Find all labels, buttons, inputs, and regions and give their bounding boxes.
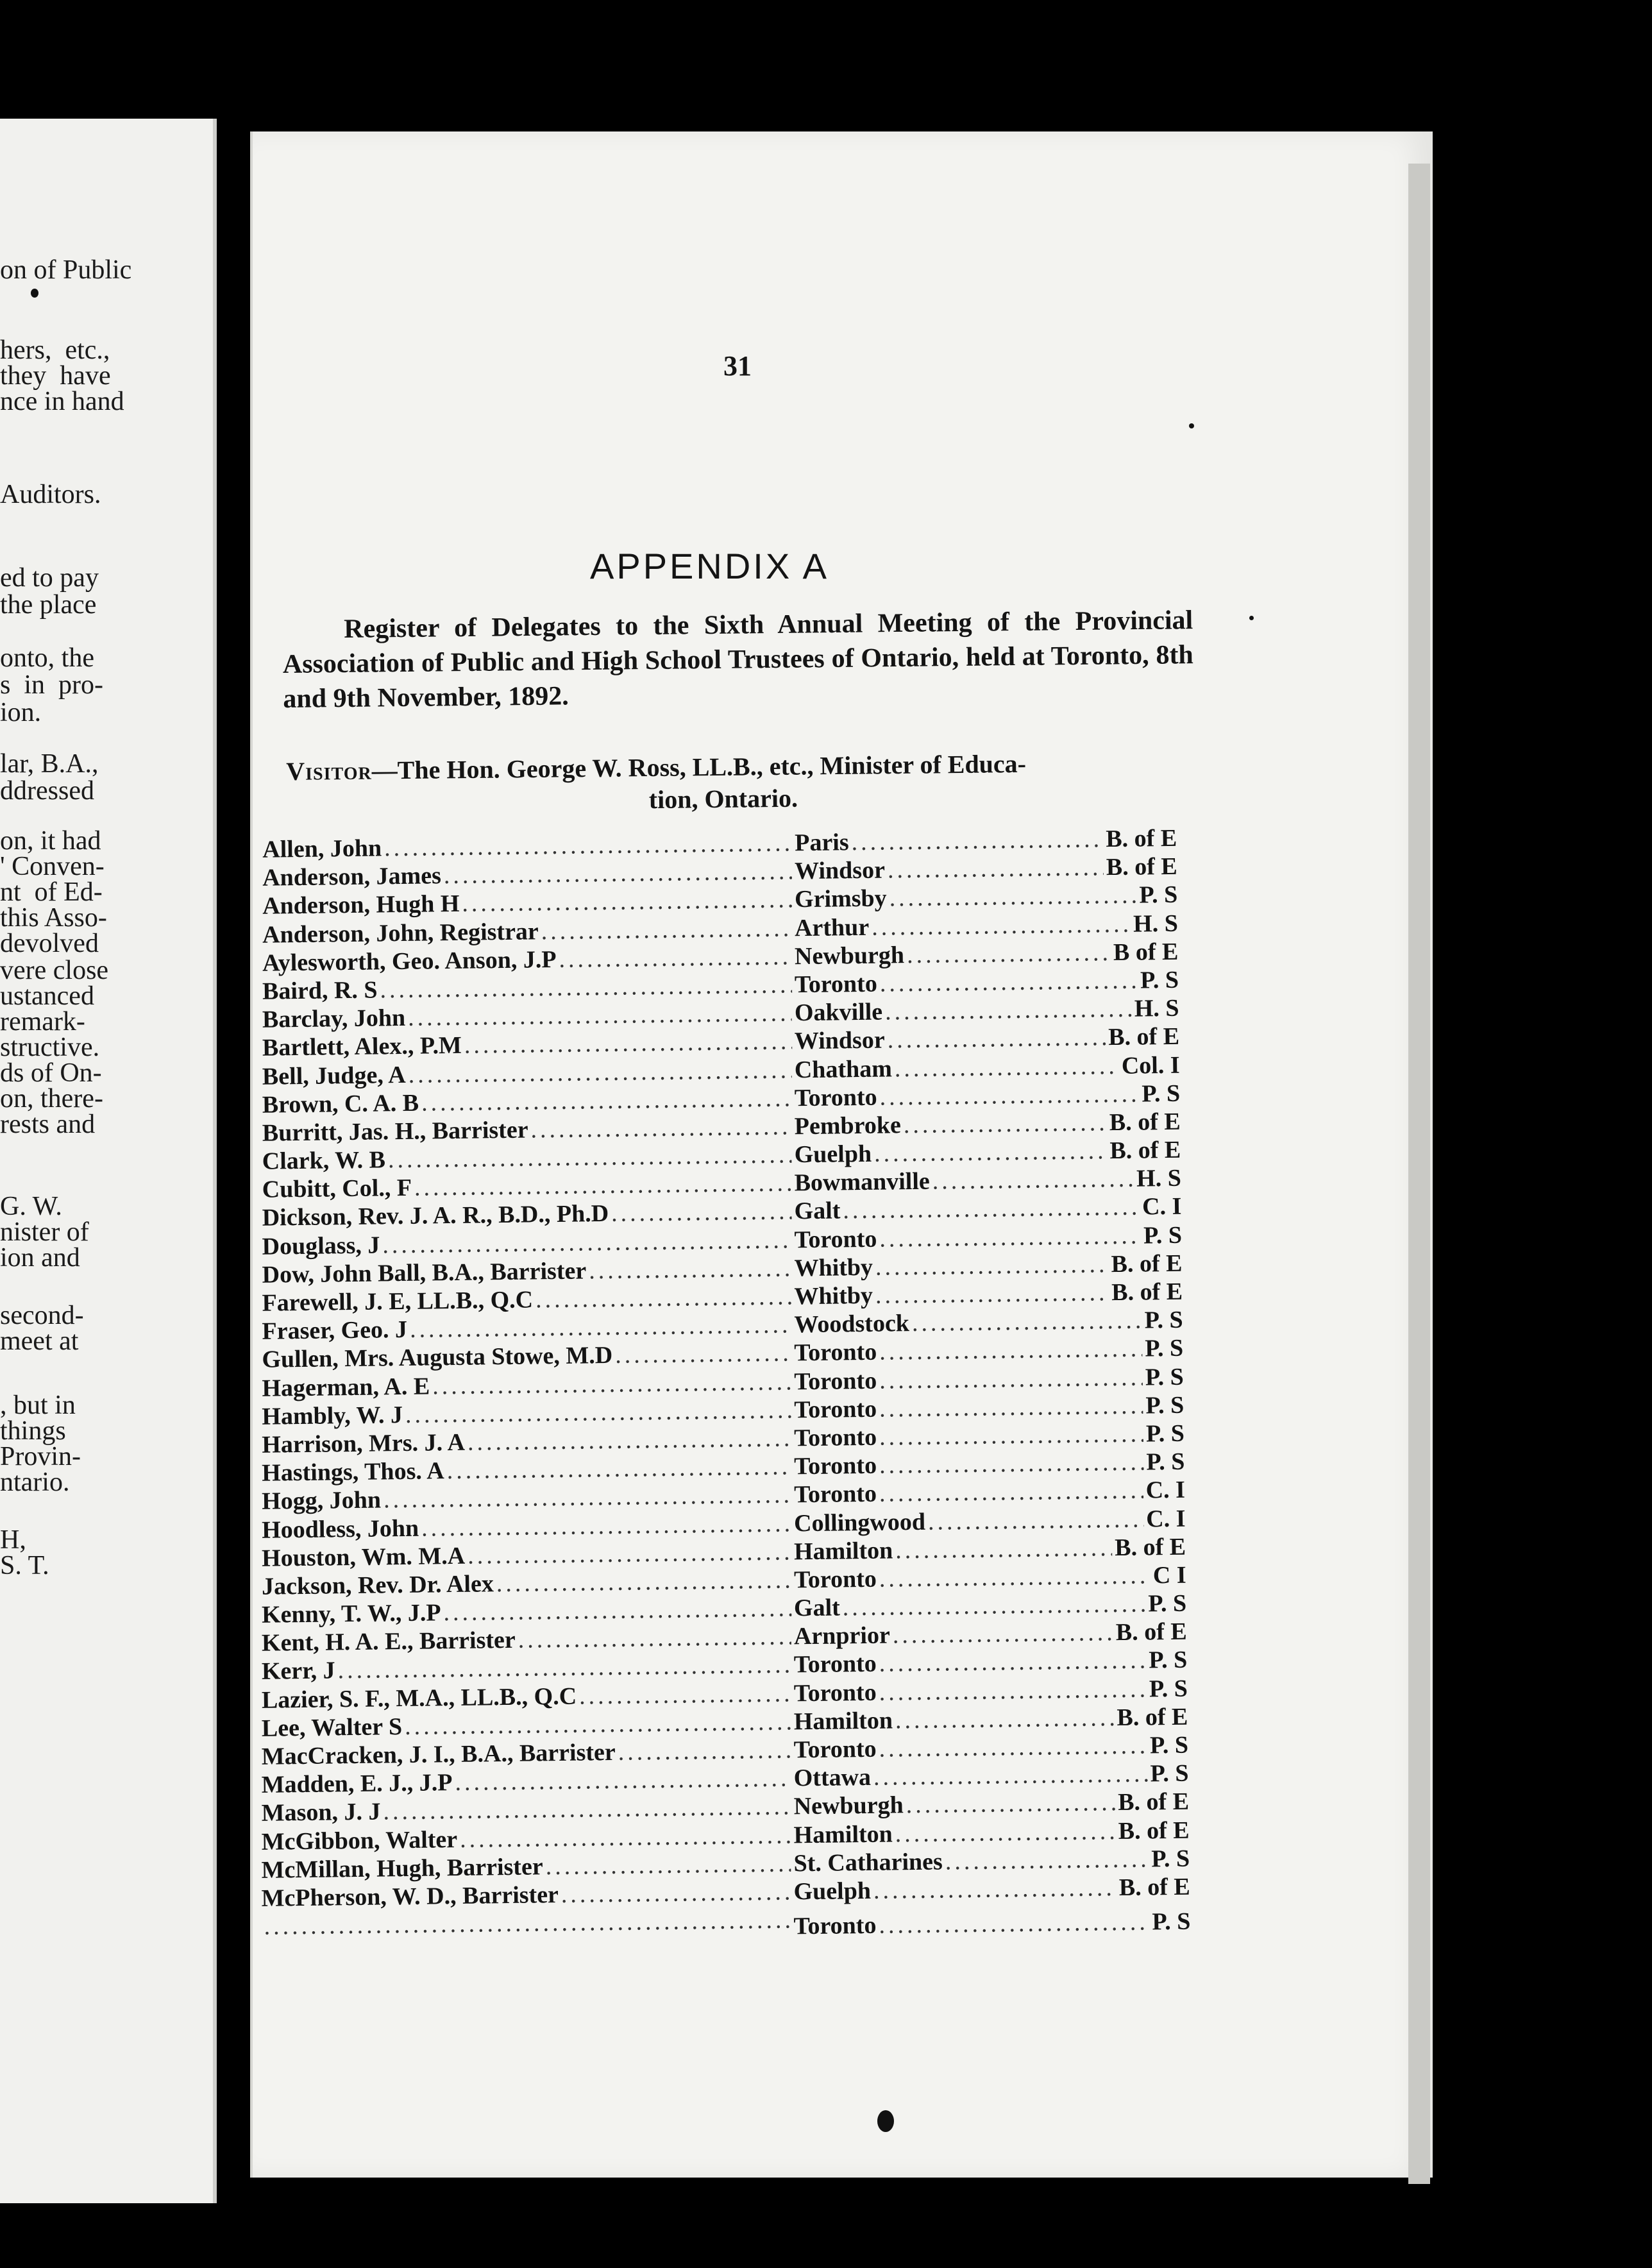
delegate-board: P. S (1152, 1908, 1191, 1936)
delegate-name: Bartlett, Alex., P.M (262, 1032, 462, 1062)
delegate-name: Hoodless, John (261, 1514, 419, 1544)
leader-dots (873, 1874, 1117, 1905)
leader-dots (541, 914, 793, 945)
leader-dots (460, 1821, 791, 1853)
delegate-name: Dickson, Rev. J. A. R., B.D., Ph.D (262, 1200, 609, 1232)
delegate-name: Bell, Judge, A (262, 1061, 406, 1090)
scan-speck (1249, 616, 1254, 620)
leader-dots (872, 910, 1131, 941)
delegate-place: Grimsby (794, 884, 887, 913)
left-page-text-fragment: lar, B.A., (0, 749, 99, 779)
delegate-board: P. S (1149, 1675, 1188, 1703)
left-page-text-fragment: ion. (0, 698, 42, 727)
delegate-board: B. of E (1109, 1108, 1181, 1137)
leader-dots (887, 1024, 1106, 1054)
delegate-place: Guelph (793, 1877, 872, 1906)
leader-dots (879, 1079, 1139, 1111)
delegate-board: P. S (1142, 1079, 1181, 1108)
delegate-name: Cubitt, Col., F (262, 1174, 412, 1203)
leader-dots (879, 1675, 1147, 1706)
delegate-board: P. S (1149, 1646, 1188, 1674)
left-page-text-fragment: s in pro- (0, 670, 103, 700)
delegate-board: H. S (1136, 1164, 1182, 1192)
leader-dots (912, 1307, 1142, 1338)
delegate-place: St. Catharines (793, 1848, 943, 1877)
leader-dots (380, 970, 792, 1004)
leader-dots (464, 1028, 793, 1060)
delegate-place: Toronto (794, 1083, 877, 1112)
leader-dots (545, 1849, 791, 1881)
delegate-place: Newburgh (793, 1791, 904, 1820)
delegate-board: P. S (1145, 1335, 1184, 1362)
leader-dots (559, 942, 792, 974)
leader-dots (895, 1051, 1120, 1082)
leader-dots (496, 1566, 792, 1598)
left-page-text-fragment: G. W. (0, 1192, 62, 1221)
delegate-place: Toronto (794, 1367, 877, 1395)
delegate-name: Anderson, John, Registrar (262, 917, 539, 949)
left-page-text-fragment: Provin- (0, 1442, 81, 1471)
left-page-text-fragment: ddressed (0, 776, 94, 806)
delegate-name: Houston, Wm. M.A (261, 1542, 466, 1572)
delegate-board: B. of E (1118, 1873, 1190, 1901)
left-page-text-fragment: this Asso- (0, 903, 107, 933)
leader-dots (618, 1736, 791, 1766)
delegate-place: Toronto (793, 1451, 877, 1480)
leader-dots (468, 1424, 792, 1456)
left-page-text-fragment: nce in hand (0, 387, 124, 416)
delegate-place: Toronto (793, 1679, 877, 1707)
leader-dots (879, 1448, 1144, 1480)
left-page-text-fragment: things (0, 1416, 66, 1446)
delegate-board: P. S (1145, 1363, 1184, 1391)
delegate-name: McMillan, Hugh, Barrister (261, 1853, 543, 1884)
delegate-place: Windsor (794, 1026, 885, 1055)
delegate-place: Windsor (794, 856, 886, 885)
delegate-board: P. S (1140, 966, 1179, 994)
left-page-text-fragment: ds of On- (0, 1058, 102, 1088)
delegate-board: B. of E (1111, 1278, 1183, 1307)
left-page-text-fragment: vere close (0, 956, 109, 985)
leader-dots (421, 1509, 792, 1542)
leader-dots (879, 1391, 1143, 1423)
delegate-name: Kerr, J (261, 1657, 335, 1686)
delegate-name: Douglass, J (262, 1231, 380, 1260)
delegate-place: Toronto (794, 970, 878, 999)
delegate-place: Toronto (793, 1911, 877, 1940)
leader-dots (408, 999, 792, 1032)
left-page-text-fragment: S. T. (0, 1551, 49, 1580)
leader-dots (579, 1679, 791, 1710)
delegate-name: Hambly, W. J (262, 1401, 403, 1430)
delegate-board: B. of E (1115, 1618, 1187, 1646)
delegate-place: Whitby (794, 1282, 873, 1310)
leader-dots (468, 1537, 791, 1570)
delegate-board: B. of E (1111, 1249, 1183, 1278)
leader-dots (880, 967, 1138, 998)
leader-dots (615, 1339, 792, 1369)
delegate-name: Kenny, T. W., J.P (261, 1599, 441, 1629)
delegate-name: Farewell, J. E, LL.B., Q.C (262, 1286, 534, 1317)
left-page-text-fragment: second- (0, 1301, 84, 1330)
left-page-text-fragment: on of Public (0, 255, 132, 285)
leader-dots (879, 1561, 1151, 1593)
leader-dots (432, 1367, 792, 1400)
delegate-name: Allen, John (262, 834, 382, 863)
delegate-board: B. of E (1106, 824, 1177, 853)
left-page-text-fragment: ' Conven- (0, 852, 105, 881)
delegate-name: Harrison, Mrs. J. A (262, 1428, 466, 1459)
delegate-name: Hogg, John (261, 1486, 382, 1516)
left-page-text-fragment: Auditors. (0, 480, 101, 509)
delegate-name: Hagerman, A. E (262, 1373, 430, 1402)
delegate-place: Galt (794, 1197, 841, 1225)
leader-dots (928, 1505, 1144, 1536)
delegate-place: Toronto (794, 1395, 877, 1424)
visitor-entry (286, 746, 1191, 820)
leader-dots (446, 1453, 791, 1485)
delegate-name: Anderson, James (262, 862, 442, 892)
delegate-place: Galt (793, 1594, 841, 1622)
delegate-name: Mason, J. J (261, 1798, 381, 1827)
leader-dots (382, 1226, 792, 1259)
delegate-place: Oakville (794, 998, 883, 1027)
leader-dots (893, 1618, 1114, 1649)
delegate-name: Fraser, Geo. J (262, 1316, 408, 1345)
delegate-place: Collingwood (793, 1508, 926, 1537)
left-page-text-fragment: devolved (0, 929, 99, 958)
leader-dots (879, 1363, 1143, 1394)
delegate-board: P. S (1145, 1419, 1185, 1448)
leader-dots (889, 881, 1136, 913)
leader-dots (421, 1084, 792, 1117)
scan-speck (877, 2110, 894, 2132)
leader-dots (444, 858, 793, 890)
leader-dots (904, 1108, 1108, 1139)
delegate-name: Baird, R. S (262, 976, 378, 1005)
delegate-name: Madden, E. J., J.P (261, 1769, 453, 1799)
left-page-text-fragment: ntario. (0, 1468, 70, 1497)
page-edge (1408, 164, 1430, 2184)
visitor-text-line2: tion, Ontario. (648, 783, 798, 815)
delegate-name: McGibbon, Walter (261, 1825, 458, 1856)
leader-dots (945, 1845, 1149, 1875)
leader-dots (875, 1250, 1109, 1282)
delegate-board: H. S (1134, 994, 1179, 1022)
left-page-text-fragment: on, there- (0, 1084, 103, 1113)
leader-dots (410, 1311, 792, 1344)
leader-dots (879, 1335, 1143, 1366)
scan-speck (1189, 423, 1194, 428)
delegate-board: P. S (1146, 1448, 1185, 1476)
leader-dots (842, 1590, 1145, 1622)
delegate-place: Ottawa (793, 1764, 872, 1792)
leader-dots (879, 1477, 1143, 1508)
delegate-place: Toronto (793, 1565, 877, 1594)
delegate-board: Col. I (1121, 1051, 1180, 1079)
delegate-name: Aylesworth, Geo. Anson, J.P (262, 945, 557, 977)
left-page-text-fragment: rests and (0, 1110, 96, 1139)
delegate-name: Burritt, Jas. H., Barrister (262, 1116, 528, 1147)
delegate-place: Paris (794, 829, 849, 857)
delegate-name: Dow, John Ball, B.A., Barrister (262, 1257, 587, 1289)
delegate-place: Arnprior (793, 1621, 891, 1650)
page-number: 31 (723, 350, 752, 382)
left-page-text-fragment: they have (0, 361, 111, 391)
delegate-board: P. S (1144, 1306, 1183, 1334)
delegate-board: P. S (1145, 1391, 1184, 1419)
delegate-board: P. S (1148, 1589, 1187, 1618)
leader-dots (895, 1817, 1116, 1848)
left-page-text-fragment: hers, etc., (0, 335, 110, 365)
delegate-place: Hamilton (793, 1820, 893, 1849)
left-page-text-fragment: ion and (0, 1243, 80, 1273)
delegate-board: P. S (1143, 1221, 1183, 1249)
left-page-text-fragment: on, it had (0, 826, 101, 856)
leader-dots (535, 1282, 792, 1314)
delegate-board: C. I (1142, 1193, 1182, 1221)
leader-dots (895, 1704, 1115, 1734)
delegate-place: Arthur (794, 913, 870, 942)
delegate-name (261, 1913, 262, 1941)
delegate-name: McPherson, W. D., Barrister (261, 1881, 559, 1912)
leader-dots (888, 853, 1104, 884)
facing-page-left (0, 119, 217, 2203)
left-page-text-fragment: the place (0, 590, 97, 620)
appendix-title: APPENDIX A (590, 546, 830, 586)
delegate-place: Toronto (793, 1480, 877, 1509)
delegate-board: P. S (1139, 881, 1178, 909)
delegate-place: Bowmanville (794, 1167, 931, 1197)
delegate-place: Hamilton (793, 1707, 893, 1736)
leader-dots (518, 1623, 791, 1654)
leader-dots (530, 1112, 792, 1144)
leader-dots (907, 938, 1111, 969)
left-page-text-fragment: nister of (0, 1217, 89, 1247)
delegate-board: B. of E (1109, 1136, 1181, 1165)
delegate-name: Barclay, John (262, 1004, 406, 1033)
visitor-label: Visitor (286, 756, 372, 786)
left-page-text-fragment: H, (0, 1525, 26, 1555)
delegate-place: Hamilton (793, 1537, 893, 1566)
leader-dots (906, 1788, 1115, 1819)
leader-dots (932, 1165, 1134, 1196)
left-page-text-fragment: , but in (0, 1391, 76, 1420)
delegate-place: Toronto (793, 1423, 877, 1452)
delegate-place: Pembroke (794, 1112, 902, 1140)
left-page-text-fragment: onto, the (0, 643, 94, 673)
leader-dots (843, 1193, 1140, 1225)
delegate-board: B. of E (1117, 1788, 1190, 1816)
delegate-board: C I (1152, 1561, 1186, 1589)
delegate-board: B. of E (1108, 1023, 1180, 1051)
leader-dots (879, 1221, 1141, 1253)
delegate-name: Clark, W. B (262, 1146, 386, 1175)
delegate-board: B of E (1113, 938, 1179, 966)
leader-dots (851, 825, 1103, 856)
delegate-board: B. of E (1118, 1816, 1190, 1845)
delegate-place: Toronto (794, 1339, 877, 1367)
leader-dots (885, 995, 1132, 1026)
delegate-place: Chatham (794, 1054, 893, 1083)
leader-dots (875, 1278, 1109, 1310)
delegate-board: P. S (1151, 1845, 1190, 1873)
delegate-name: Lazier, S. F., M.A., LL.B., Q.C (261, 1682, 577, 1714)
delegate-board: C. I (1145, 1505, 1186, 1532)
leader-dots (611, 1197, 792, 1228)
leader-dots (879, 1646, 1146, 1678)
delegate-name: Anderson, Hugh H (262, 890, 460, 920)
leader-dots (405, 1707, 791, 1741)
left-page-text-fragment: ustanced (0, 981, 94, 1011)
leader-dots (879, 1419, 1143, 1451)
leader-dots (443, 1594, 791, 1627)
leader-dots (895, 1534, 1113, 1564)
delegate-board: H. S (1133, 910, 1179, 938)
leader-dots (414, 1169, 792, 1202)
delegate-place: Toronto (793, 1650, 877, 1679)
leader-dots (561, 1877, 791, 1909)
leader-dots (384, 1481, 792, 1514)
leader-dots (879, 1908, 1150, 1940)
left-page-text-fragment: remark- (0, 1007, 85, 1037)
register-introduction: Register of Delegates to the Sixth Annual Meeting of the Provincial Association of Public and High School Trustees of Ontario, held at Toronto, 8th and 9th November, 1892. (282, 605, 1194, 714)
leader-dots (879, 1731, 1147, 1763)
leader-dots (405, 1396, 792, 1429)
delegate-board: B. of E (1114, 1533, 1186, 1561)
delegate-board: B. of E (1106, 852, 1177, 881)
delegate-name: MacCracken, J. I., B.A., Barrister (261, 1738, 616, 1770)
left-page-text-fragment: ed to pay (0, 563, 99, 593)
delegate-place: Guelph (794, 1140, 872, 1169)
leader-dots (383, 1793, 791, 1826)
left-page-text-fragment: structive. (0, 1033, 100, 1062)
visitor-text-line1: —The Hon. George W. Ross, LL.B., etc., Minister of Educa- (371, 749, 1027, 785)
delegate-place: Newburgh (794, 941, 905, 970)
delegate-name: Gullen, Mrs. Augusta Stowe, M.D (262, 1342, 613, 1374)
delegate-place: Whitby (794, 1253, 873, 1282)
delegate-board: P. S (1149, 1731, 1189, 1759)
delegate-place: Toronto (793, 1735, 877, 1764)
leader-dots (388, 1140, 792, 1174)
delegate-name: Kent, H. A. E., Barrister (261, 1627, 516, 1657)
scan-speck (31, 289, 38, 298)
leader-dots (589, 1254, 792, 1285)
delegate-name: Hastings, Thos. A (262, 1457, 444, 1487)
leader-dots (408, 1056, 792, 1089)
left-page-text-fragment: meet at (0, 1326, 79, 1356)
left-page-text-fragment: nt of Ed- (0, 877, 103, 907)
leader-dots (462, 886, 792, 918)
leader-dots (874, 1137, 1108, 1168)
delegate-board: P. S (1150, 1759, 1189, 1788)
delegate-name: Jackson, Rev. Dr. Alex (261, 1570, 494, 1600)
leader-dots (384, 829, 793, 862)
delegate-register (247, 824, 1191, 1941)
delegate-place: Toronto (794, 1225, 877, 1253)
delegate-board: C. I (1145, 1477, 1186, 1504)
delegate-board: B. of E (1117, 1703, 1188, 1731)
leader-dots (873, 1760, 1148, 1791)
leader-dots (455, 1764, 791, 1797)
delegate-name: Brown, C. A. B (262, 1089, 419, 1119)
delegate-place: Woodstock (794, 1310, 910, 1339)
delegate-name: Lee, Walter S (261, 1713, 403, 1742)
